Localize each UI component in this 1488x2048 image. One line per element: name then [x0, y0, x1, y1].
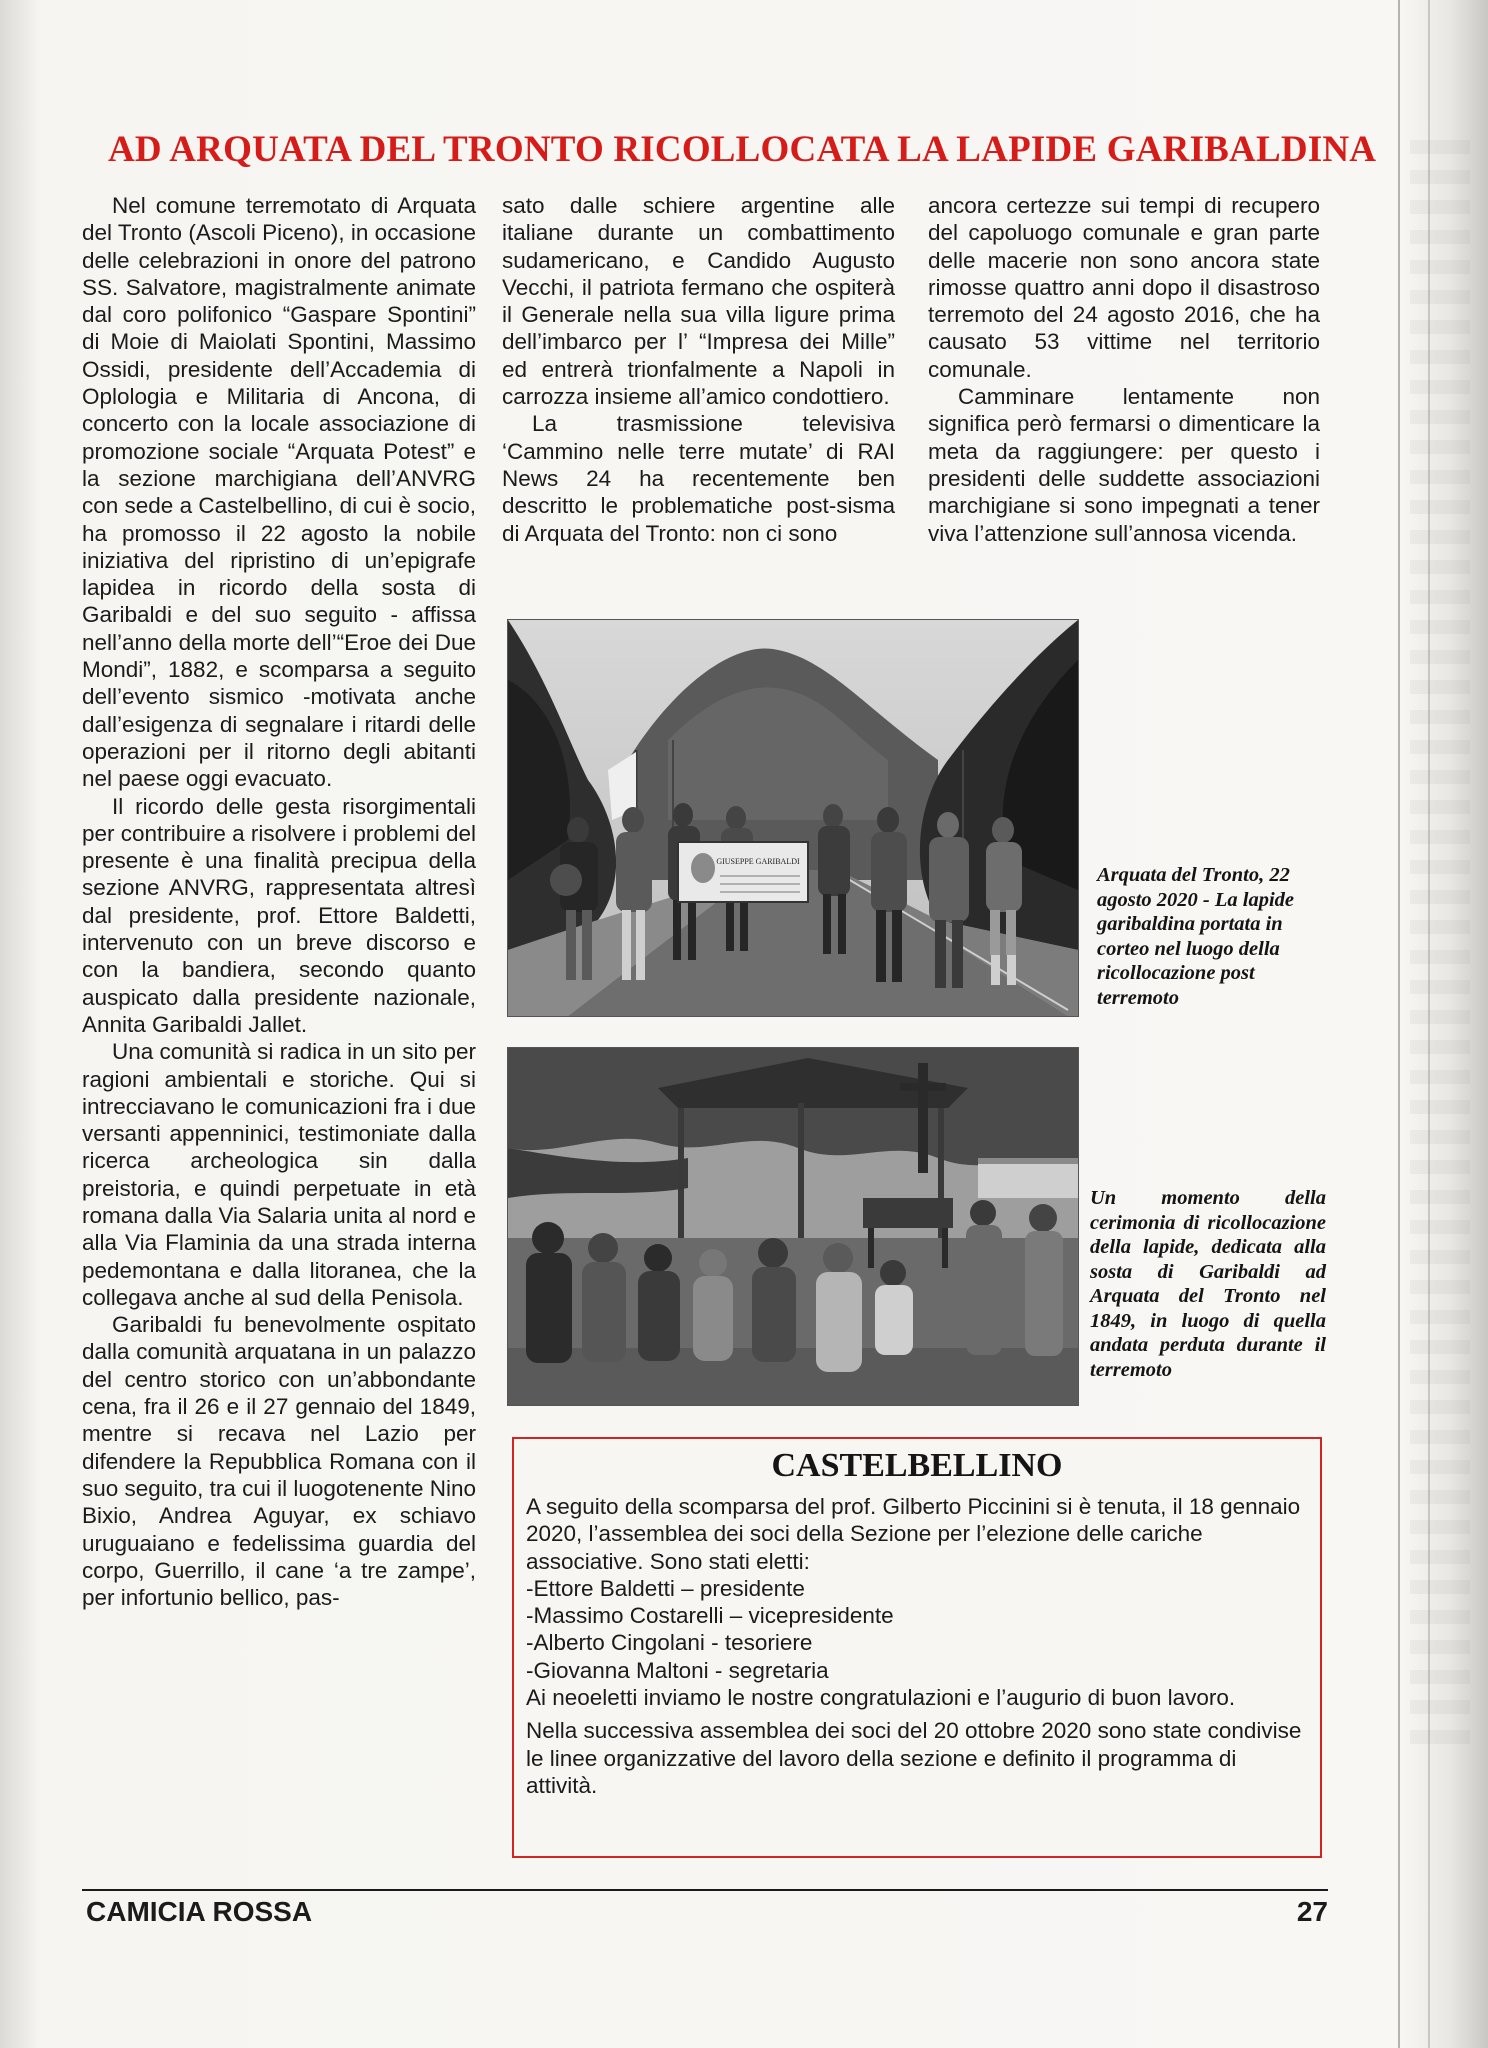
photo-caption: Arquata del Tronto, 22 agosto 2020 - La lapide garibaldina portata in corteo nel luogo della ricollocazione post terremoto — [1097, 864, 1295, 1009]
elected-item: -Giovanna Maltoni - segretaria — [526, 1657, 829, 1683]
page-edge-line — [1398, 0, 1400, 2048]
article-column-3 — [928, 192, 1320, 547]
box-closing: Nella successiva assemblea dei soci del 20 ottobre 2020 sono state condivise le linee organizzative del lavoro della sezione e definito il programma di attività. — [526, 1718, 1302, 1798]
procession-photo — [507, 619, 1079, 1017]
article-paragraph: Garibaldi fu benevolmente ospitato dalla comunità arquatana in un palazzo del centro storico con un’abbondante cena, fra il 26 e il 27 gennaio del 1849, mentre si recava nel Lazio per difendere la Repubblica Romana con il suo seguito, tra cui il luogotenente Nino Bixio, Andrea Aguyar, ex schiavo uruguaiano e fedelissima guardia del corpo, Guerrillo, il cane ‘a tre zampe’, per infortunio bellico, pas- — [82, 1312, 477, 1611]
article-paragraph: sato dalle schiere argentine alle italiane durante un combattimento sudamericano, e Candido Augusto Vecchi, il patriota fermano che ospiterà il Generale nella sua villa ligure prima dell’imbarco per l’ “Impresa dei Mille” ed entrerà trionfalmente a Napoli in carrozza insieme all’amico condottiero. — [502, 193, 895, 410]
article-paragraph: La trasmissione televisiva ‘Cammino nelle terre mutate’ di RAI News 24 ha recentemente ben descritto le problematiche post-sisma di Arquata del Tronto: non ci sono — [502, 411, 895, 546]
elected-item: -Massimo Costarelli – vicepresidente — [526, 1603, 894, 1629]
article-paragraph: Nel comune terremotato di Arquata del Tronto (Ascoli Piceno), in occasione delle celebrazioni in onore del patrono SS. Salvatore, magistralmente animate dal coro polifonico “Gaspare Spontini” di Moie di Maiolati Spontini, Massimo Ossidi, presidente dell’Accademia di Oplologia e Militaria di Ancona, di concerto con la locale associazione di promozione sociale “Arquata Potest” e la sezione marchigiana dell’ANVRG con sede a Castelbellino, di cui è socio, ha promosso il 22 agosto la nobile iniziativa del ripristino di un’epigrafe lapidea in ricordo della sosta di Garibaldi e del suo seguito - affissa nell’anno della morte dell’“Eroe dei Due Mondi”, 1882, e scomparsa a seguito dell’evento sismico -motivata anche dall’esigenza di segnalare i ritardi delle operazioni per il ritorno degli abitanti nel paese oggi evacuato. — [82, 193, 476, 792]
box-intro: A seguito della scomparsa del prof. Gilberto Piccinini si è tenuta, il 18 gennaio 2020, l’assemblea dei soci della Sezione per l’elezione delle cariche associative. Sono stati eletti: — [526, 1494, 1301, 1574]
page-number: 27 — [1296, 1896, 1328, 1927]
footer-divider — [82, 1889, 1328, 1891]
castelbellino-box — [512, 1437, 1322, 1858]
plaque-banner-text: GIUSEPPE GARIBALDI — [716, 857, 800, 866]
article-column-1 — [82, 192, 476, 1611]
elected-item: -Ettore Baldetti – presidente — [526, 1575, 805, 1601]
article-paragraph: Il ricordo delle gesta risorgimentali per contribuire a risolvere i problemi del presente è una finalità precipua della sezione ANVRG, rappresentata altresì dal presidente, prof. Ettore Baldetti, intervenuto con un breve discorso e con la bandiera, secondo quanto auspicato dalla presidente nazionale, Annita Garibaldi Jallet. — [82, 793, 476, 1037]
bleed-through-text — [1410, 140, 1470, 1760]
procession-photo-image — [508, 620, 1078, 1016]
ceremony-photo — [507, 1047, 1079, 1406]
box-congrats: Ai neoeletti inviamo le nostre congratulazioni e l’augurio di buon lavoro. — [526, 1685, 1236, 1711]
photo-caption: Un momento della cerimonia di ricollocazione della lapide, dedicata alla sosta di Garibaldi ad Arquata del Tronto nel 1849, in luogo di quella andata perduta durante il terremoto — [1090, 1187, 1326, 1381]
article-column-2 — [502, 192, 895, 547]
article-paragraph: Una comunità si radica in un sito per ragioni ambientali e storiche. Qui si intrecciavano le comunicazioni fra i due versanti appenninici, testimoniate dalla ricerca archeologica sin dalla preistoria, e quindi perpetuate in età romana dalla Via Salaria unita al nord e alla Via Flaminia da una strada interna pedemontana e dalla litoranea, che la collegava anche al sud della Penisola. — [82, 1039, 476, 1310]
article-paragraph: ancora certezze sui tempi di recupero del capoluogo comunale e gran parte delle macerie non sono ancora state rimosse quattro anni dopo il disastroso terremoto del 24 agosto 2016, che ha causato 53 vittime nel territorio comunale. — [928, 193, 1320, 382]
ceremony-photo-image — [508, 1048, 1078, 1405]
box-title: CASTELBELLINO — [771, 1447, 1063, 1484]
box-body — [526, 1493, 1312, 1799]
article-paragraph: Camminare lentamente non significa però fermarsi o dimenticare la meta da raggiungere: per questo i presidenti delle suddette associazioni marchigiane si sono impegnati a tener viva l’attenzione sull’annosa vicenda. — [928, 384, 1320, 546]
magazine-name: CAMICIA ROSSA — [86, 1896, 313, 1927]
article-headline: AD ARQUATA DEL TRONTO RICOLLOCATA LA LAPIDE GARIBALDINA — [108, 129, 1377, 170]
elected-item: -Alberto Cingolani - tesoriere — [526, 1630, 813, 1656]
